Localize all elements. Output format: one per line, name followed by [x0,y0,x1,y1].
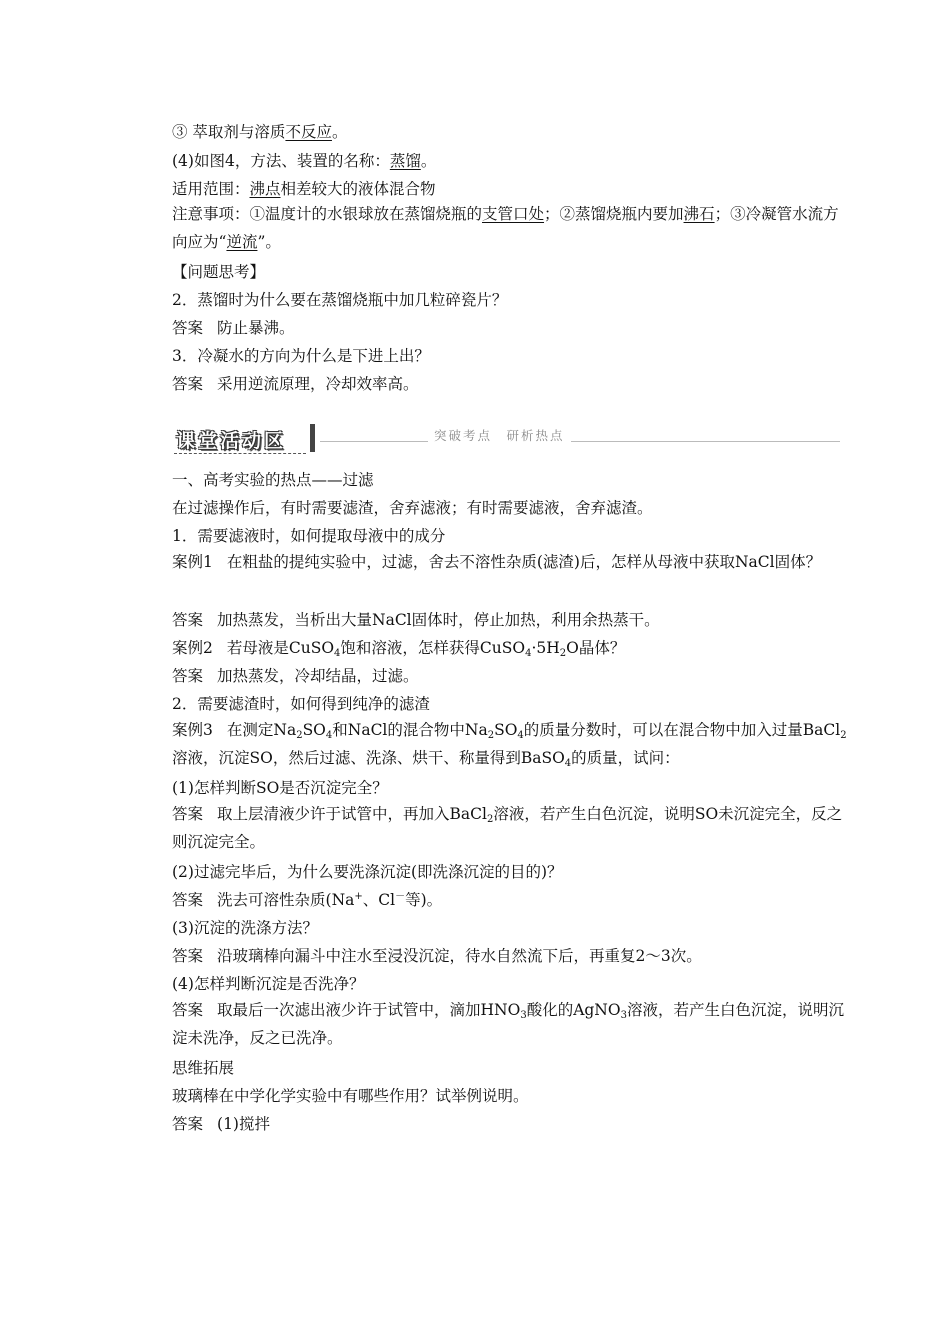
section-banner [172,420,840,458]
subheading: 思维拓展 [172,1059,235,1077]
text: 若母液是CuSO [226,639,335,657]
text: 溶液，若产生白色沉淀，说明沉淀未洗净，反之已洗净。 [172,1001,844,1047]
answer [172,946,852,966]
text: 相差较大的液体混合物 [280,180,436,198]
text: (4)如图4，方法、装置的名称： [172,152,390,170]
section-heading: 【问题思考】 [172,263,266,281]
line-scope [172,179,852,199]
answer [172,666,852,686]
question: 3．冷凝水的方向为什么是下进上出？ [172,347,430,365]
answer-underlined: 沸点 [249,180,281,198]
text: 、Cl [362,891,396,909]
answer-underlined: 沸石 [683,205,715,223]
answer-label: 答案 [172,891,204,909]
answer-label: 答案 [172,1115,204,1133]
banner-bar [310,424,315,452]
answer-underlined: 支管口处 [482,205,545,223]
line-notes [172,200,852,256]
answer-text: 沿玻璃棒向漏斗中注水至浸没沉淀，待水自然流下后，再重复2～3次。 [217,947,702,965]
answer [172,890,852,910]
paragraph: 在过滤操作后，有时需要滤渣，舍弃滤液；有时需要滤液，舍弃滤渣。 [172,499,653,517]
answer-underlined: 逆流 [226,233,258,251]
section-title: 一、高考实验的热点——过滤 [172,471,374,489]
answer [172,1114,852,1134]
question: (4)怎样判断沉淀是否洗净？ [172,975,365,993]
subscript: 2 [296,730,303,741]
text: 溶液，若产生白色沉淀，说明SO未沉淀完全，反之则沉淀完全。 [172,805,843,851]
text: 溶液，沉淀SO，然后过滤、洗涤、烘干、称量得到BaSO [172,749,565,767]
answer-label: 答案 [172,1001,204,1019]
answer-label: 答案 [172,947,204,965]
answer [172,610,852,630]
text: 取最后一次滤出液少许于试管中，滴加HNO [217,1001,521,1019]
text: ；③冷凝管水流方向应为“ [172,205,839,251]
subheading: 2．需要滤渣时，如何得到纯净的滤渣 [172,695,430,713]
banner-rule [320,441,840,442]
subscript: 4 [525,648,532,659]
subscript: 4 [517,730,524,741]
text: 等)。 [405,891,443,909]
text: 适用范围： [172,180,250,198]
question: (1)怎样判断SO是否沉淀完全？ [172,779,388,797]
banner-title: 课堂活动区 [176,430,287,452]
text: SO [494,721,518,739]
text: 和NaCl的混合物中Na [332,721,488,739]
line-distillation-name [172,151,852,171]
question: 玻璃棒在中学化学实验中有哪些作用？试举例说明。 [172,1087,529,1105]
answer-underlined: 不反应 [285,123,332,141]
answer [172,800,852,856]
text: ”。 [257,233,281,251]
text: SO [302,721,326,739]
subscript: 2 [486,814,494,825]
subscript: 4 [564,758,572,769]
subscript: 3 [620,1010,627,1021]
subscript: 4 [325,730,333,741]
answer [172,996,852,1052]
text: 的质量分数时，可以在混合物中加入过量BaCl [523,721,841,739]
case-text: 在粗盐的提纯实验中，过滤，舍去不溶性杂质(滤渣)后，怎样从母液中获取NaCl固体？ [226,553,822,571]
answer [172,318,852,338]
case [172,548,852,576]
text: 取上层清液少许于试管中，再加入BaCl [217,805,487,823]
text: ·5H [531,639,560,657]
text: 洗去可溶性杂质(Na [217,891,355,909]
text: 。 [331,123,348,141]
question: 2．蒸馏时为什么要在蒸馏烧瓶中加几粒碎瓷片？ [172,291,508,309]
answer-text: 采用逆流原理，冷却效率高。 [217,375,419,393]
text: 注意事项：①温度计的水银球放在蒸馏烧瓶的 [172,205,483,223]
banner-dash [174,453,306,454]
case-label: 案例3 [172,721,213,739]
subheading: 1．需要滤液时，如何提取母液中的成分 [172,527,446,545]
text: 饱和溶液，怎样获得CuSO [340,639,526,657]
subscript: 3 [520,1010,527,1021]
banner-subtitle: 突破考点 研析热点 [428,426,571,444]
subscript: 2 [840,730,847,741]
answer-text: 加热蒸发，冷却结晶，过滤。 [217,667,419,685]
answer-label: 答案 [172,375,204,393]
question: (3)沉淀的洗涤方法？ [172,919,318,937]
answer-text: (1)搅拌 [217,1115,270,1133]
text: O晶体？ [566,639,626,657]
text: 在测定Na [226,721,297,739]
case [172,716,852,772]
answer-text: 加热蒸发，当析出大量NaCl固体时，停止加热，利用余热蒸干。 [217,611,660,629]
subscript: 2 [559,648,567,659]
text: ；②蒸馏烧瓶内要加 [544,205,684,223]
answer-underlined: 蒸馏 [389,152,421,170]
text: 酸化的AgNO [526,1001,621,1019]
superscript: － [395,891,406,902]
answer-label: 答案 [172,805,204,823]
answer-text: 防止暴沸。 [217,319,295,337]
case-label: 案例2 [172,639,213,657]
case-label: 案例1 [172,553,213,571]
subscript: 4 [334,648,341,659]
line-extractant [172,122,852,142]
subscript: 2 [487,730,495,741]
case [172,638,852,658]
superscript: + [354,891,363,902]
text: 的质量，试问： [571,749,680,767]
answer [172,374,852,394]
answer-label: 答案 [172,319,204,337]
text: ③ 萃取剂与溶质 [172,123,286,141]
answer-label: 答案 [172,667,204,685]
answer-label: 答案 [172,611,204,629]
question: (2)过滤完毕后，为什么要洗涤沉淀(即洗涤沉淀的目的)？ [172,863,563,881]
text: 。 [420,152,437,170]
